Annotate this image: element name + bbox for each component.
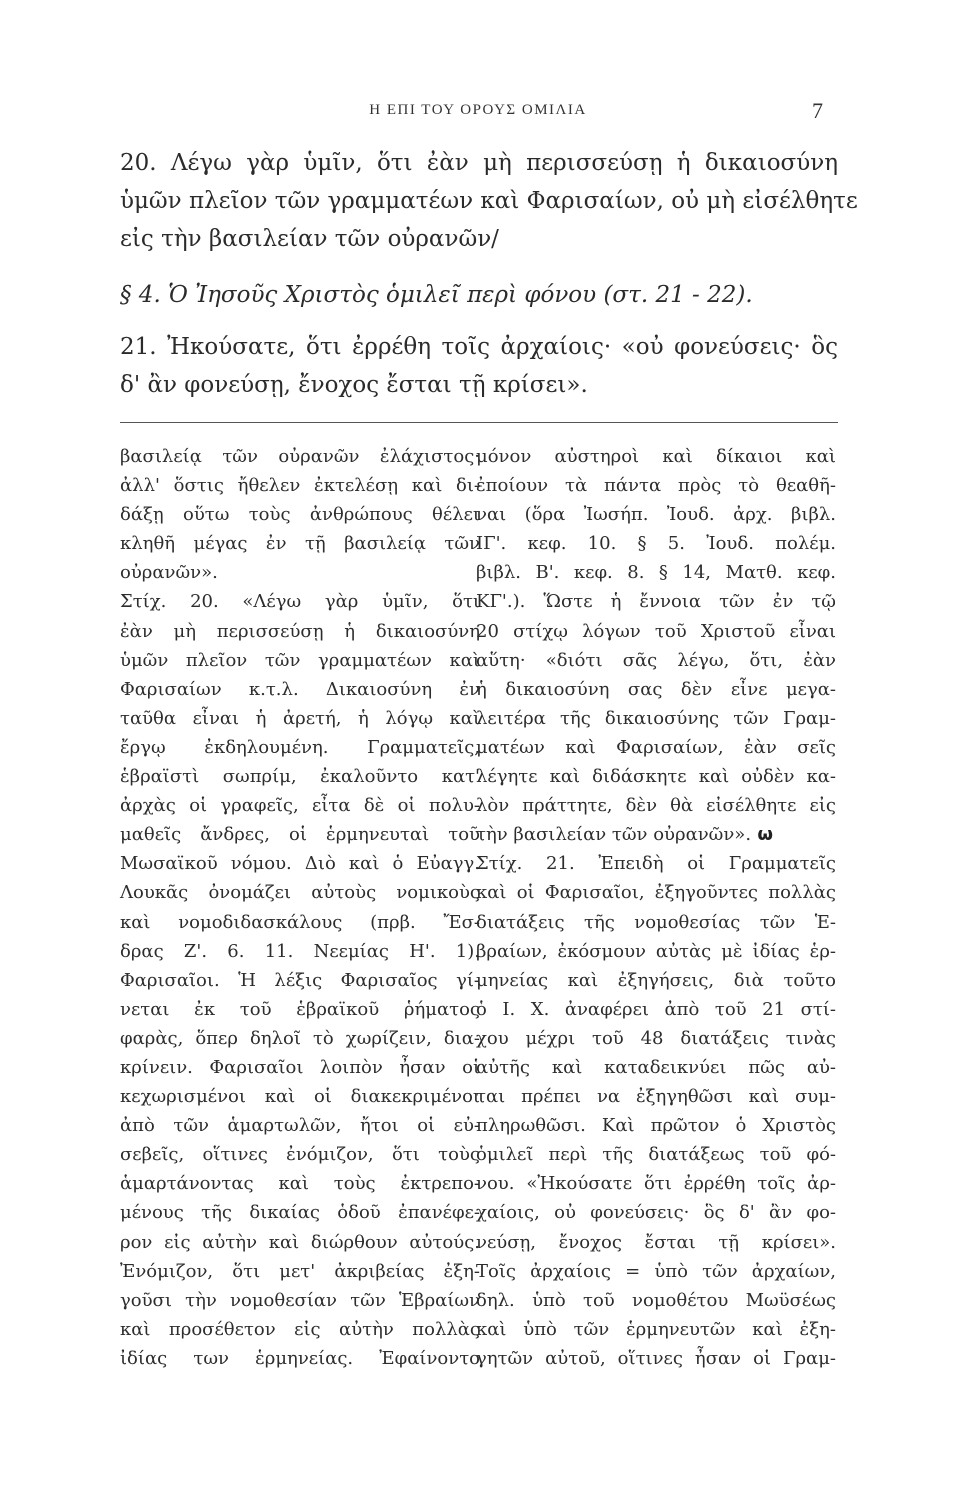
commentary-line: ὑμῶν πλεῖον τῶν γραμματέων καὶ: [120, 649, 480, 671]
commentary-line: χου μέχρι τοῦ 48 διατάξεις τινὰς: [476, 1027, 836, 1049]
commentary-line: βραίων, ἐκόσμουν αὐτὰς μὲ ἰδίας ἑρ-: [476, 940, 836, 962]
commentary-line: μαθεῖς ἄνδρες, οἱ ἑρμηνευταὶ τοῦ: [120, 824, 480, 846]
commentary-line: ταῦθα εἶναι ἡ ἀρετή, ἡ λόγῳ καὶ: [120, 707, 480, 729]
commentary-line: μόνον αὐστηροὶ καὶ δίκαιοι καὶ: [476, 446, 836, 467]
verse-21-block: [120, 328, 838, 404]
commentary-line: ΙΓ'. κεφ. 10. § 5. Ἰουδ. πολέμ.: [476, 533, 836, 555]
commentary-line: πληρωθῶσι. Καὶ πρῶτον ὁ Χριστὸς: [476, 1115, 836, 1137]
commentary-line: βιβλ. Β'. κεφ. 8. § 14, Ματθ. κεφ.: [476, 562, 836, 584]
running-header: Η ΕΠΙ ΤΟΥ ΟΡΟΥΣ ΟΜΙΛΙΑ: [369, 102, 587, 118]
commentary-right-column: [476, 442, 836, 1373]
commentary-line: δηλ. ὑπὸ τοῦ νομοθέτου Μωϋσέως: [476, 1289, 836, 1311]
commentary-line: δρας Ζ'. 6. 11. Νεεμίας Η'. 1).: [120, 940, 480, 962]
commentary-line: ἔργῳ ἐκδηλουμένη. Γραμματεῖς,: [120, 736, 480, 758]
commentary-line: ΚΓ'.). Ὥστε ἡ ἔννοια τῶν ἐν τῷ: [476, 591, 836, 613]
commentary-line: νεύσῃ, ἔνοχος ἔσται τῇ κρίσει».: [476, 1231, 836, 1253]
handwritten-mark: ω: [751, 824, 773, 846]
commentary-line: τὴν βασιλείαν τῶν οὐρανῶν». ω: [476, 824, 773, 846]
verse-line: ὑμῶν πλεῖον τῶν γραμματέων καὶ Φαρισαίων, οὐ μὴ εἰσέλθητε: [120, 188, 858, 214]
commentary-line: λειτέρα τῆς δικαιοσύνης τῶν Γραμ-: [476, 707, 836, 729]
commentary-line: καὶ προσέθετον εἰς αὐτὴν πολλὰς: [120, 1318, 480, 1340]
commentary-line: ματέων καὶ Φαρισαίων, ἐὰν σεῖς: [476, 736, 836, 758]
commentary-line: νεται ἐκ τοῦ ἑβραϊκοῦ ῥήματος: [120, 998, 480, 1020]
commentary-line: Λουκᾶς ὀνομάζει αὐτοὺς νομικοὺς: [120, 882, 480, 904]
page-number: 7: [812, 98, 823, 123]
commentary-line: ἀρχὰς οἱ γραφεῖς, εἶτα δὲ οἱ πολυ-: [120, 795, 480, 817]
commentary-line: ἰδίας των ἑρμηνείας. Ἐφαίνοντο: [120, 1347, 480, 1369]
commentary-line: Φαρισαῖοι. Ἡ λέξις Φαρισαῖος γί-: [120, 969, 480, 991]
commentary-line: γοῦσι τὴν νομοθεσίαν τῶν Ἑβραίων: [120, 1289, 480, 1311]
commentary-line: νου. «Ἠκούσατε ὅτι ἐρρέθη τοῖς ἀρ-: [476, 1173, 836, 1195]
commentary-line: μένους τῆς δικαίας ὁδοῦ ἐπανέφε-: [120, 1202, 480, 1224]
commentary-line: μηνείας καὶ ἐξηγήσεις, διὰ τοῦτο: [476, 969, 836, 991]
commentary-line: ἐὰν μὴ περισσεύσῃ ἡ δικαιοσύνη: [120, 620, 480, 642]
commentary-left-column: [120, 442, 480, 1373]
commentary-line: αὐτῆς καὶ καταδεικνύει πῶς αὐ-: [476, 1056, 836, 1078]
commentary-line: ἑβραϊστὶ σωπρίμ, ἐκαλοῦντο κατ': [120, 766, 480, 788]
commentary-line: βασιλείᾳ τῶν οὐρανῶν ἐλάχιστος·: [120, 446, 480, 467]
commentary-line: Στίχ. 21. Ἐπειδὴ οἱ Γραμματεῖς: [476, 853, 836, 875]
commentary-line: Μωσαϊκοῦ νόμου. Διὸ καὶ ὁ Εὐαγγ.: [120, 853, 480, 875]
commentary-line: γητῶν αὐτοῦ, οἵτινες ἦσαν οἱ Γραμ-: [476, 1347, 836, 1369]
commentary-line: ἀλλ' ὅστις ἤθελεν ἐκτελέσῃ καὶ δι-: [120, 475, 480, 497]
commentary-line: ὁμιλεῖ περὶ τῆς διατάξεως τοῦ φό-: [476, 1144, 836, 1166]
commentary-line: κεχωρισμένοι καὶ οἱ διακεκριμένοι: [120, 1086, 480, 1108]
commentary-line: χαίοις, οὐ φονεύσεις· ὃς δ' ἂν φο-: [476, 1202, 836, 1224]
commentary-line: Στίχ. 20. «Λέγω γὰρ ὑμῖν, ὅτι: [120, 591, 480, 613]
verse-line: 20. Λέγω γὰρ ὑμῖν, ὅτι ἐὰν μὴ περισσεύσῃ ἡ δικαιοσύνη: [120, 150, 838, 176]
commentary-line: ἡ δικαιοσύνη σας δὲν εἶνε μεγα-: [476, 678, 836, 700]
commentary-line: ται πρέπει να ἐξηγηθῶσι καὶ συμ-: [476, 1086, 836, 1108]
commentary-line: αὕτη· «διότι σᾶς λέγω, ὅτι, ἐὰν: [476, 649, 836, 671]
commentary-line: Τοῖς ἀρχαίοις = ὑπὸ τῶν ἀρχαίων,: [476, 1260, 836, 1282]
commentary-line: λὸν πράττητε, δὲν θὰ εἰσέλθητε εἰς: [476, 795, 836, 817]
commentary-line: 20 στίχῳ λόγων τοῦ Χριστοῦ εἶναι: [476, 620, 836, 642]
commentary-line: καὶ οἱ Φαρισαῖοι, ἐξηγοῦντες πολλὰς: [476, 882, 836, 904]
verse-line: εἰς τὴν βασιλείαν τῶν οὐρανῶν/: [120, 226, 499, 252]
section-heading: [120, 276, 838, 314]
separator-rule: [120, 422, 838, 423]
commentary-line: φαρὰς, ὅπερ δηλοῖ τὸ χωρίζειν, δια-: [120, 1027, 480, 1049]
commentary-line: ἀπὸ τῶν ἁμαρτωλῶν, ἤτοι οἱ εὐ-: [120, 1115, 480, 1137]
commentary-line: Ἐνόμιζον, ὅτι μετ' ἀκριβείας ἐξη-: [120, 1260, 480, 1282]
commentary-line: διατάξεις τῆς νομοθεσίας τῶν Ἑ-: [476, 911, 836, 933]
verse-line: δ' ἂν φονεύσῃ, ἔνοχος ἔσται τῇ κρίσει».: [120, 372, 588, 398]
commentary-line: σεβεῖς, οἵτινες ἐνόμιζον, ὅτι τοὺς: [120, 1144, 480, 1166]
commentary-line: κληθῆ μέγας ἐν τῇ βασιλείᾳ τῶν: [120, 533, 480, 555]
commentary-line: ναι (ὅρα Ἰωσήπ. Ἰουδ. ἀρχ. βιβλ.: [476, 504, 836, 526]
commentary-line: ὁ Ι. Χ. ἀναφέρει ἀπὸ τοῦ 21 στί-: [476, 998, 836, 1020]
commentary-line: ἐποίουν τὰ πάντα πρὸς τὸ θεαθῆ-: [476, 475, 836, 497]
commentary-line: ρον εἰς αὐτὴν καὶ διώρθουν αὐτούς.: [120, 1231, 480, 1253]
commentary-line: κρίνειν. Φαρισαῖοι λοιπὸν ἦσαν οἱ: [120, 1056, 480, 1078]
commentary-line: οὐρανῶν».: [120, 562, 218, 584]
commentary-line: δάξῃ οὕτω τοὺς ἀνθρώπους θέλει: [120, 504, 480, 526]
commentary-line: καὶ νομοδιδασκάλους (πρβ. Ἔσ-: [120, 911, 480, 933]
commentary-line: Φαρισαίων κ.τ.λ. Δικαιοσύνη ἐν: [120, 678, 480, 700]
section-heading-text: § 4. Ὁ Ἰησοῦς Χριστὸς ὁμιλεῖ περὶ φόνου (στ. 21 - 22).: [120, 282, 753, 308]
verse-line: 21. Ἠκούσατε, ὅτι ἐρρέθη τοῖς ἀρχαίοις· «οὐ φονεύσεις· ὃς: [120, 334, 838, 360]
commentary-line: καὶ ὑπὸ τῶν ἑρμηνευτῶν καὶ ἐξη-: [476, 1318, 836, 1340]
commentary-line: ἁμαρτάνοντας καὶ τοὺς ἐκτρεπο-: [120, 1173, 480, 1195]
verse-20-block: [120, 144, 858, 258]
commentary-line: λέγητε καὶ διδάσκητε καὶ οὐδὲν κα-: [476, 766, 836, 788]
